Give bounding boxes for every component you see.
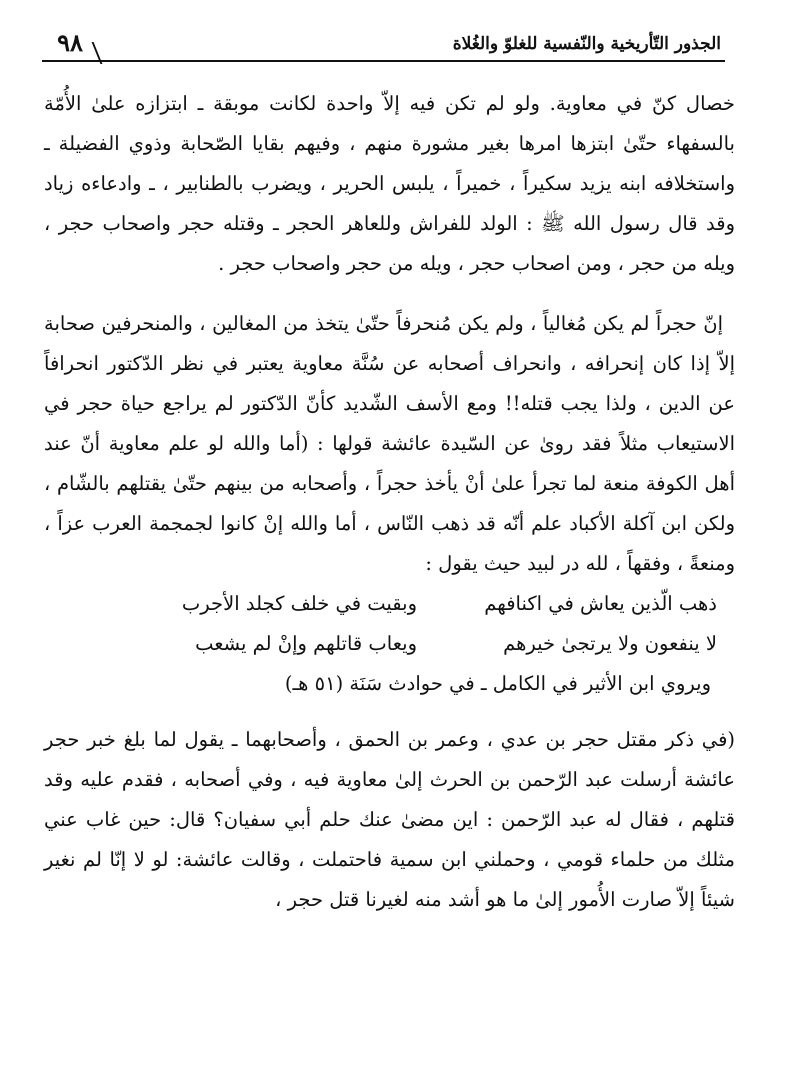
paragraph-3: (في ذكر مقتل حجر بن عدي ، وعمر بن الحمق ، وأصحابهما ـ يقول لما بلغ خبر حجر عائشة أرسلت عبد الرّحمن بن الحرث إلىٰ معاوية فيه ، وفي أصحابه ، فقدم عليه وقد قتلهم ، فقال له عبد الرّحمن : اين مضىٰ عنك حلم أبي سفيان؟ قال: حين غاب عني مثلك من حلماء قومي ، وحملني ابن سمية فاحتملت ، وقالت عائشة: لو لا إنّا لم نغير شيئاً إلاّ صارت الأُمور إلىٰ ما هو أشد منه لغيرنا قتل حجر ، [44, 728, 735, 911]
header-rule [42, 60, 725, 62]
page-number: ٩٨ [57, 28, 83, 57]
verse-2-first-hemistich: لا ينفعون ولا يرتجىٰ خيرهم [503, 632, 717, 655]
paragraph-2: إنّ حجراً لم يكن مُغالياً ، ولم يكن مُنحرفاً حتّىٰ يتخذ من المغالين ، والمنحرفين صحابة إلاّ إذا كان إنحرافه ، وانحراف أصحابه عن سُنَّة معاوية يعتبر في نظر الدّكتور انحرافاً عن الدين ، ولذا يجب قتله!! ومع الأسف الشّديد كأنّ الدّكتور لم يراجع حياة حجر في الاستيعاب مثلاً فقد روىٰ عن السّيدة عائشة قولها : (أما والله لو علم معاوية أنّ عند أهل الكوفة منعة لما تجرأ علىٰ أنْ يأخذ حجراً ، وأصحابه من بينهم حتّىٰ يقتلهم بالشّام ، ولكن ابن آكلة الأكباد علم أنّه قد ذهب النّاس ، أما والله إنْ كانوا لجمجمة العرب عزاً ، ومنعةً ، وفقهاً ، لله در لبيد حيث يقول : [44, 312, 735, 575]
page-body [44, 84, 735, 920]
verse-1-second-hemistich: وبقيت في خلف كجلد الأجرب [181, 592, 417, 615]
poem-verse-2 [44, 624, 735, 664]
page-header [42, 20, 721, 60]
paragraph-1: خصال كنّ في معاوية. ولو لم تكن فيه إلاّ واحدة لكانت موبقة ـ ابتزازه علىٰ الأُمّة بالسفهاء حتّىٰ ابتزها امرها بغير مشورة منهم ، وفيهم بقايا الصّحابة وذوي الفضيلة ـ واستخلافه ابنه يزيد سكيراً ، خميراً ، يلبس الحرير ، ويضرب بالطنابير ، ـ وادعاءه زياد وقد قال رسول الله ﷺ : الولد للفراش وللعاهر الحجر ـ وقتله حجر واصحاب حجر ، ويله من حجر ، ومن اصحاب حجر ، ويله من حجر واصحاب حجر . [44, 92, 735, 275]
verse-1-first-hemistich: ذهب الّذين يعاش في اكنافهم [484, 592, 717, 615]
running-title: الجذور التّأريخية والنّفسية للغلوّ والغُلاة [452, 34, 721, 54]
verse-2-second-hemistich: ويعاب قاتلهم وإنْ لم يشعب [195, 632, 417, 655]
poem-verse-1 [44, 584, 735, 624]
source-citation: ويروي ابن الأثير في الكامل ـ في حوادث سَنَة (٥١ هـ) [284, 672, 711, 695]
